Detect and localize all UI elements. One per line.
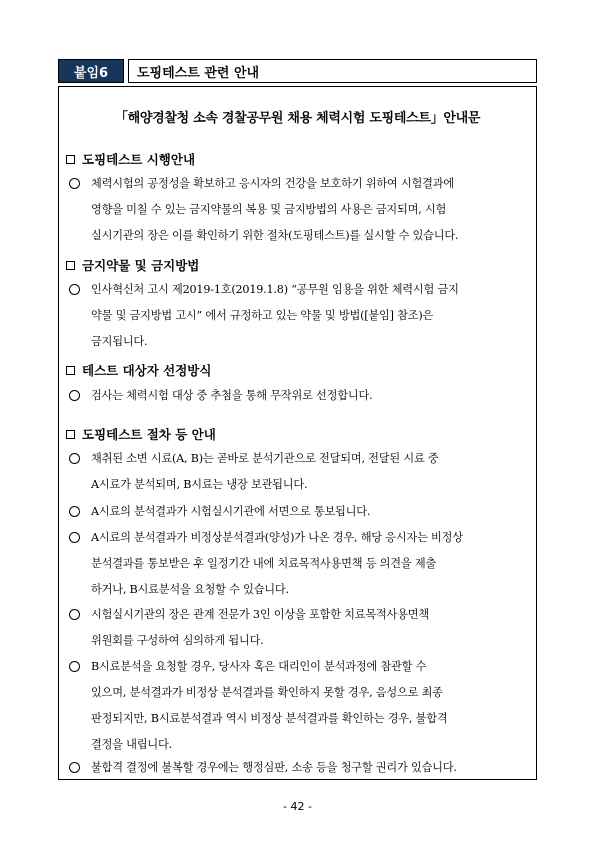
text-line: 시험실시기관의 장은 관계 전문가 3인 이상을 포함한 치료목적사용면책 (91, 608, 430, 621)
text-line: A시료가 분석되며, B시료는 냉장 보관됩니다. (91, 478, 308, 491)
text-line: 채취된 소변 시료(A, B)는 곧바로 분석기관으로 전달되며, 전달된 시료 중 (91, 452, 439, 465)
document-title: 「해양경찰청 소속 경찰공무원 채용 체력시험 도핑테스트」안내문 (114, 111, 481, 126)
page-number: - 42 - (283, 800, 312, 813)
section-heading (66, 425, 216, 443)
circle-bullet-icon (69, 532, 80, 543)
circle-bullet-icon (69, 453, 80, 464)
circle-bullet-icon (69, 762, 80, 773)
text-line: 금지됩니다. (91, 335, 148, 348)
header-title: 도핑테스트 관련 안내 (128, 59, 537, 83)
text-line: 하거나, B시료분석을 요청할 수 있습니다. (91, 583, 289, 596)
text-line: 위원회를 구성하여 심의하게 됩니다. (91, 634, 264, 647)
section-heading-text: 테스트 대상자 선정방식 (82, 363, 212, 378)
text-line: 분석결과를 통보받은 후 일정기간 내에 치료목적사용면책 등 의견을 제출 (91, 557, 437, 570)
attachment-badge: 붙임6 (58, 59, 124, 83)
square-bullet-icon (66, 430, 75, 439)
text-line: 있으며, 분석결과가 비정상 분석결과를 확인하지 못할 경우, 음성으로 최종 (91, 686, 443, 699)
square-bullet-icon (66, 366, 75, 375)
list-item-text (91, 383, 531, 409)
section-heading (66, 150, 195, 168)
text-line: 영향을 미칠 수 있는 금지약물의 복용 및 금지방법의 사용은 금지되며, 시험 (91, 203, 447, 216)
text-line: 약물 및 금지방법 고시” 에서 규정하고 있는 약물 및 방법([붙임] 참조)은 (91, 309, 434, 322)
list-item-text (91, 171, 531, 249)
text-line: 판정되지만, B시료분석결과 역시 비정상 분석결과를 확인하는 경우, 불합격 (91, 712, 448, 725)
section-heading-text: 도핑테스트 절차 등 안내 (82, 427, 216, 442)
circle-bullet-icon (69, 178, 80, 189)
list-item-text (91, 602, 531, 654)
square-bullet-icon (66, 155, 75, 164)
text-line: B시료분석을 요청할 경우, 당사자 혹은 대리인이 분석과정에 참관할 수 (91, 660, 427, 673)
circle-bullet-icon (69, 284, 80, 295)
list-item-text (91, 277, 531, 355)
circle-bullet-icon (69, 661, 80, 672)
text-line: 불합격 결정에 불복할 경우에는 행정심판, 소송 등을 청구할 권리가 있습니다. (91, 761, 457, 774)
text-line: 검사는 체력시험 대상 중 추첨을 통해 무작위로 선정합니다. (91, 389, 373, 402)
circle-bullet-icon (69, 609, 80, 620)
text-line: 인사혁신처 고시 제2019-1호(2019.1.8) “공무원 임용을 위한 체력시험 금지 (91, 283, 459, 296)
section-heading (66, 361, 211, 379)
section-heading-text: 도핑테스트 시행안내 (82, 152, 196, 167)
section-heading (66, 256, 199, 274)
text-line: 체력시험의 공정성을 확보하고 응시자의 건강을 보호하기 위하여 시험결과에 (91, 177, 454, 190)
list-item-text (91, 654, 531, 758)
text-line: A시료의 분석결과가 비정상분석결과(양성)가 나온 경우, 해당 응시자는 비정상 (91, 531, 463, 544)
circle-bullet-icon (69, 390, 80, 401)
circle-bullet-icon (69, 506, 80, 517)
list-item-text (91, 525, 531, 603)
section-heading-text: 금지약물 및 금지방법 (82, 258, 200, 273)
list-item-text (91, 446, 531, 498)
text-line: A시료의 분석결과가 시험실시기관에 서면으로 통보됩니다. (91, 505, 371, 518)
list-item-text (91, 755, 531, 781)
list-item-text (91, 499, 531, 525)
text-line: 실시기관의 장은 이를 확인하기 위한 절차(도핑테스트)를 실시할 수 있습니다. (91, 229, 459, 242)
header-row (58, 59, 537, 83)
text-line: 결정을 내립니다. (91, 738, 172, 751)
square-bullet-icon (66, 261, 75, 270)
